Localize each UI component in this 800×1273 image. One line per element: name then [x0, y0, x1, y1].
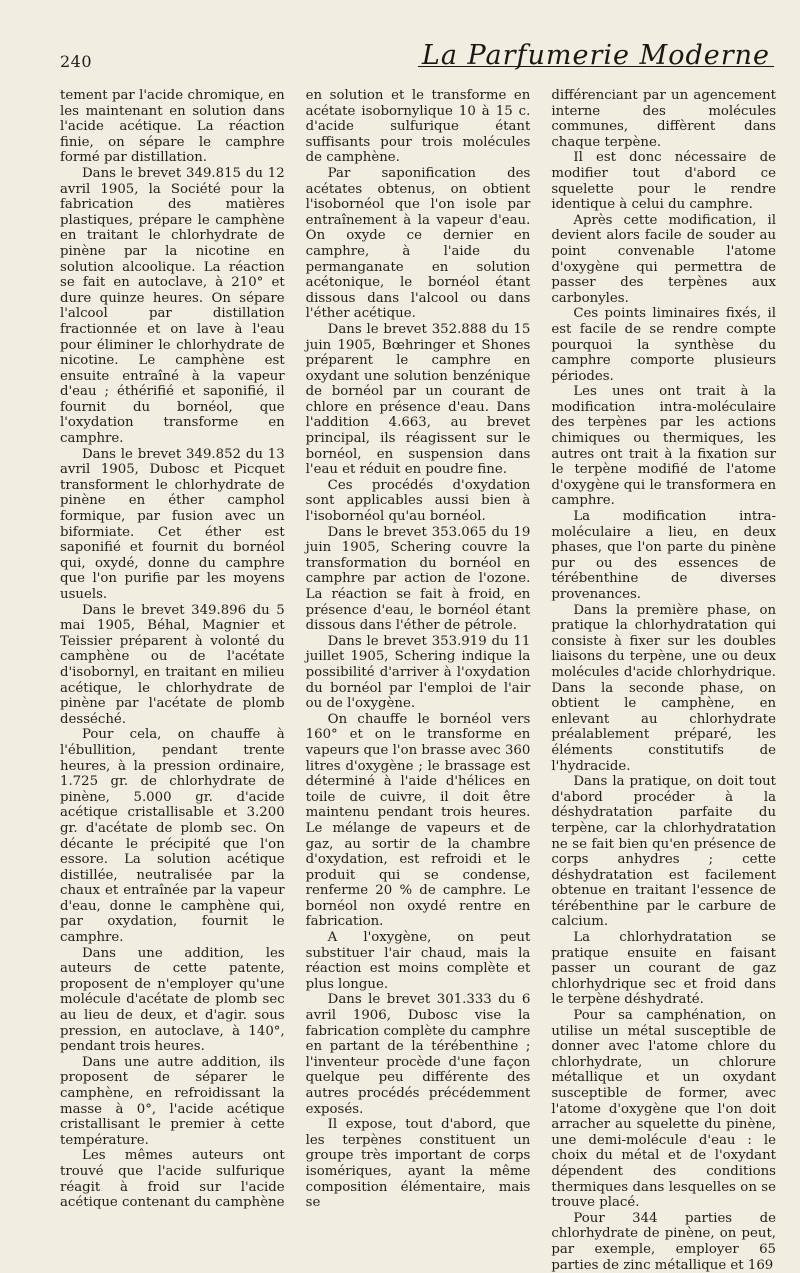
paragraph: Dans une addition, les auteurs de cette patente, proposent de n'employer qu'une molécule d'acétate de plomb sec au lieu de deux, et d'agir. sous pression, en autoclave, à 140°, pendant trois heures.	[60, 945, 285, 1055]
paragraph: Pour cela, on chauffe à l'ébullition, pendant trente heures, à la pression ordinaire, 1.725 gr. de chlorhydrate de pinène, 5.000 gr. d'acide acétique cristallisable et 3.200 gr. d'acétate de plomb sec. On décante le précipité que l'on essore. La solution acétique distillée, neutralisée par la chaux et entraînée par la vapeur d'eau, donne le camphène qui, par oxydation, fournit le camphre.	[60, 727, 285, 946]
paragraph: Par saponification des acétates obtenus, on obtient l'isobornéol que l'on isole par entraînement à la vapeur d'eau. On oxyde ce dernier en camphre, à l'aide du permanganate en solution acétonique, le bornéol étant dissous dans l'alcool ou dans l'éther acétique.	[305, 165, 531, 322]
column-middle	[305, 88, 531, 1211]
paragraph: en solution et le transforme en acétate isobornylique 10 à 15 c. d'acide sulfurique étant suffisants pour trois molécules de camphène.	[305, 88, 531, 166]
paragraph: Dans le brevet 349.896 du 5 mai 1905, Béhal, Magnier et Teissier préparent à volonté du camphène ou de l'acétate d'isobornyl, en traitant en milieu acétique, le chlorhydrate de pinène par l'acétate de plomb desséché.	[60, 602, 285, 727]
paragraph: Il expose, tout d'abord, que les terpènes constituent un groupe très important de corps isomériques, ayant la même composition élémentaire, mais se	[305, 1117, 531, 1211]
paragraph: Il est donc nécessaire de modifier tout d'abord ce squelette pour le rendre identique à celui du camphre.	[551, 150, 777, 213]
masthead-underline	[418, 66, 774, 67]
paragraph: A l'oxygène, on peut substituer l'air chaud, mais la réaction est moins complète et plus longue.	[305, 930, 531, 992]
paragraph: Les unes ont trait à la modification intra-moléculaire des terpènes par les actions chimiques ou thermiques, les autres ont trait à la fixation sur le terpène modifié de l'atome d'oxygène qui le transformera en camphre.	[551, 384, 777, 509]
journal-title-text: La Parfumerie Moderne	[421, 40, 770, 71]
paragraph: Dans le brevet 301.333 du 6 avril 1906, Dubosc vise la fabrication complète du camphre en partant de la térébenthine ; l'inventeur procède d'une façon quelque peu différente des autres procédés précédemment exposés.	[305, 992, 531, 1117]
paragraph: Dans le brevet 353.919 du 11 juillet 1905, Schering indique la possibilité d'arriver à l'oxydation du bornéol par l'emploi de l'air ou de l'oxygène.	[305, 633, 531, 712]
journal-title	[422, 40, 770, 71]
paragraph: Pour 344 parties de chlorhydrate de pinène, on peut, par exemple, employer 65 parties de zinc métallique et 169	[551, 1210, 777, 1273]
paragraph: Après cette modification, il devient alors facile de souder au point convenable l'atome d'oxygène qui permettra de passer des terpènes aux carbonyles.	[551, 212, 777, 306]
column-right	[551, 88, 777, 1273]
paragraph: tement par l'acide chromique, en les maintenant en solution dans l'acide acétique. La réaction finie, on sépare le camphre formé par distillation.	[60, 88, 285, 166]
paragraph: La modification intra-moléculaire a lieu, en deux phases, que l'on parte du pinène pur ou des essences de térébenthine de diverses provenances.	[551, 509, 777, 602]
paragraph: Dans la pratique, on doit tout d'abord procéder à la déshydratation parfaite du terpène, car la chlorhydratation ne se fait bien qu'en présence de corps anhydres ; cette déshydratation est facilement obtenue en traitant l'essence de térébenthine par le carbure de calcium.	[551, 774, 777, 930]
paragraph: La chlorhydratation se pratique ensuite en faisant passer un courant de gaz chlorhydrique sec et froid dans le terpène déshydraté.	[551, 930, 777, 1008]
paragraph: Dans une autre addition, ils proposent de séparer le camphène, en refroidissant la masse à 0°, l'acide acétique cristallisant le premier à cette température.	[60, 1054, 285, 1148]
paragraph: Dans la première phase, on pratique la chlorhydratation qui consiste à fixer sur les doubles liaisons du terpène, une ou deux molécules d'acide chlorhydrique. Dans la seconde phase, on obtient le camphène, en enlevant au chlorhydrate préalablement préparé, les éléments constitutifs de l'hydracide.	[551, 602, 777, 774]
column-left	[60, 88, 285, 1211]
paragraph: Les mêmes auteurs ont trouvé que l'acide sulfurique réagit à froid sur l'acide acétique contenant du camphène	[60, 1148, 285, 1211]
paragraph: Dans le brevet 352.888 du 15 juin 1905, Bœhringer et Shones préparent le camphre en oxydant une solution benzénique de bornéol par un courant de chlore en présence d'eau. Dans l'addition 4.663, au brevet principal, ils réagissent sur le bornéol, en suspension dans l'eau et réduit en poudre fine.	[305, 321, 531, 478]
page-number: 240	[60, 52, 93, 71]
paragraph: Dans le brevet 349.815 du 12 avril 1905, la Société pour la fabrication des matières plastiques, prépare le camphène en traitant le chlorhydrate de pinène par la nicotine en solution alcoolique. La réaction se fait en autoclave, à 210° et dure quinze heures. On sépare l'alcool par distillation fractionnée et on lave à l'eau pour éliminer le chlorhydrate de nicotine. Le camphène est ensuite entraîné à la vapeur d'eau ; éthérifié et saponifié, il fournit du bornéol, que l'oxydation transforme en camphre.	[60, 165, 285, 447]
paragraph: Ces points liminaires fixés, il est facile de se rendre compte pourquoi la synthèse du camphre comporte plusieurs périodes.	[551, 306, 777, 384]
paragraph: Pour sa camphénation, on utilise un métal susceptible de donner avec l'atome chlore du chlorhydrate, un chlorure métallique et un oxydant susceptible de former, avec l'atome d'oxygène que l'on doit arracher au squelette du pinène, une demi-molécule d'eau : le choix du métal et de l'oxydant dépendent des conditions thermiques dans lesquelles on se trouve placé.	[551, 1008, 777, 1211]
paragraph: On chauffe le bornéol vers 160° et on le transforme en vapeurs que l'on brasse avec 360 litres d'oxygène ; le brassage est déterminé à l'aide d'hélices en toile de cuivre, il doit être maintenu pendant trois heures. Le mélange de vapeurs et de gaz, au sortir de la chambre d'oxydation, est refroidi et le produit qui se condense, renferme 20 % de camphre. Le bornéol non oxydé rentre en fabrication.	[305, 711, 531, 930]
article-body	[60, 88, 777, 1273]
paragraph: Dans le brevet 349.852 du 13 avril 1905, Dubosc et Picquet transforment le chlorhydrate de pinène en éther camphol formique, par fusion avec un biformiate. Cet éther est saponifié et fournit du bornéol qui, oxydé, donne du camphre que l'on purifie par les moyens usuels.	[60, 446, 285, 602]
paragraph: Dans le brevet 353.065 du 19 juin 1905, Schering couvre la transformation du bornéol en camphre par action de l'ozone. La réaction se fait à froid, en présence d'eau, le bornéol étant dissous dans l'éther de pétrole.	[305, 524, 531, 634]
paragraph: différenciant par un agencement interne des molécules communes, diffèrent dans chaque terpène.	[551, 88, 777, 150]
paragraph: Ces procédés d'oxydation sont applicables aussi bien à l'isobornéol qu'au bornéol.	[305, 477, 531, 525]
